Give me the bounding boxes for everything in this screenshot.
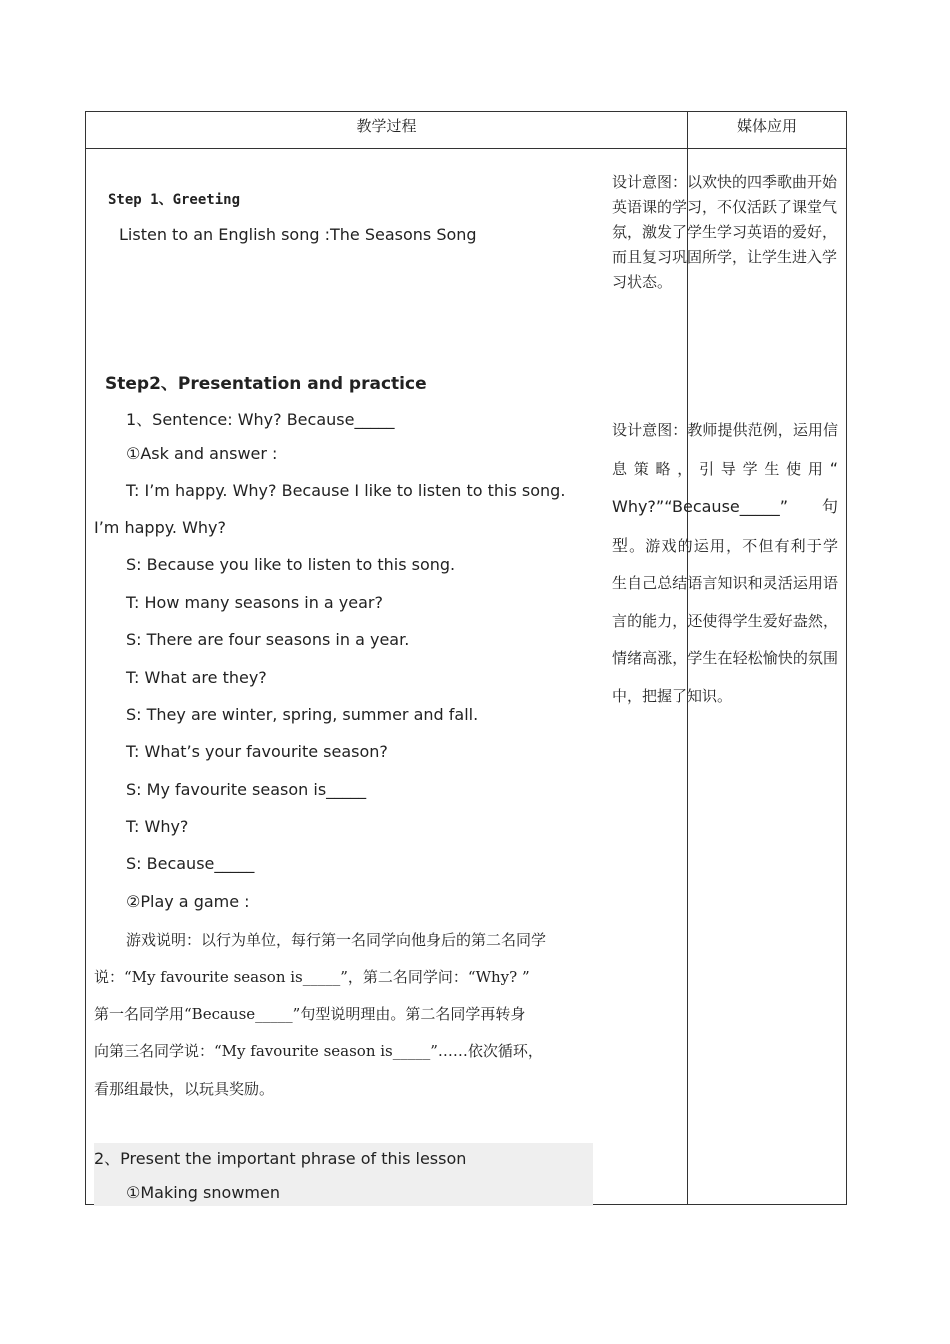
- game-desc-line: 第一名同学用“Because_____”句型说明理由。第二名同学再转身: [94, 1005, 526, 1023]
- step2-line: I’m happy. Why?: [94, 518, 227, 537]
- design-note-1: 设计意图：以欢快的四季歌曲开始英语课的学习，不仅活跃了课堂气氛，激发了学生学习英语的爱好，而且复习巩固所学，让学生进入学习状态。: [612, 173, 838, 291]
- step2-line: S: They are winter, spring, summer and fall.: [126, 705, 479, 724]
- step1-line: Listen to an English song :The Seasons Song: [119, 225, 477, 244]
- step2-line: S: Because you like to listen to this song.: [126, 555, 456, 574]
- step2-line: T: How many seasons in a year?: [126, 593, 383, 612]
- item2-sub: ①Making snowmen: [126, 1183, 280, 1202]
- step2-line: ②Play a game :: [126, 892, 250, 911]
- game-desc-line: 游戏说明：以行为单位，每行第一名同学向他身后的第二名同学: [126, 931, 547, 949]
- design-note-2-part: 。游戏的运用，不但有利于学生自己总结语言知识和灵活运用语言的能力，还使得学生爱好盎然，情绪高涨，学生在轻松愉快的氛围中，把握了知识。: [612, 536, 838, 705]
- game-desc-line: 看那组最快，以玩具奖励。: [94, 1080, 275, 1098]
- design-note-2-part: 设计意图：教师提供范例，运用信息策略，引导学生使用: [612, 421, 838, 478]
- step1-title: Step 1、Greeting: [108, 192, 241, 208]
- design-note-2-part: “ Why?”“Because_____” 句型: [612, 458, 838, 555]
- step2-line: 1、Sentence: Why? Because_____: [126, 410, 395, 429]
- step2-line: ①Ask and answer :: [126, 444, 278, 463]
- design-note-2: [612, 412, 838, 715]
- game-desc-line: 说：“My favourite season is_____”，第二名同学问：“Why? ”: [94, 968, 530, 986]
- step2-line: S: My favourite season is_____: [126, 780, 367, 799]
- header-media-use: 媒体应用: [736, 117, 797, 135]
- header-divider: [86, 148, 846, 149]
- step2-line: T: I’m happy. Why? Because I like to listen to this song.: [126, 481, 566, 500]
- item2-title: 2、Present the important phrase of this lesson: [94, 1149, 467, 1168]
- game-desc-line: 向第三名同学说：“My favourite season is_____”……依次循环，: [94, 1042, 543, 1060]
- step2-title: Step2、Presentation and practice: [105, 374, 427, 394]
- step2-line: S: There are four seasons in a year.: [126, 630, 410, 649]
- step2-line: T: What are they?: [126, 668, 267, 687]
- step2-line: T: What’s your favourite season?: [126, 742, 388, 761]
- header-teaching-process: 教学过程: [356, 117, 417, 135]
- step2-line: S: Because_____: [126, 854, 255, 873]
- step2-line: T: Why?: [126, 817, 189, 836]
